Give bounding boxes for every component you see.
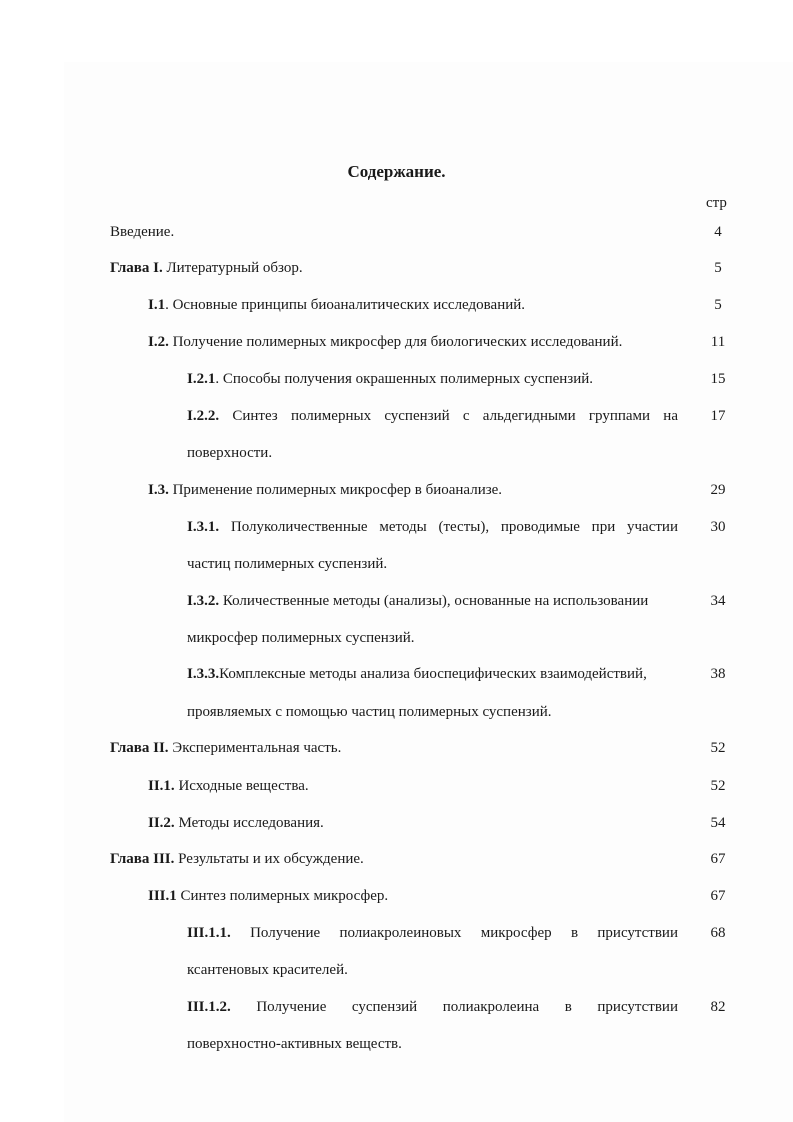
toc-entry-1-2 <box>148 332 622 352</box>
entry-number: Глава II. <box>110 740 169 756</box>
entry-text: Получение суспензий полиакролеина в присутствии <box>230 999 678 1015</box>
entry-page: 38 <box>710 666 726 682</box>
entry-text: . Способы получения окрашенных полимерных суспензий. <box>215 371 594 387</box>
toc-entry-1-3-1-continuation: частиц полимерных суспензий. <box>187 556 388 572</box>
toc-entry-chapter-3 <box>110 849 364 869</box>
toc-entry-3-1-2 <box>187 997 678 1017</box>
entry-number: I.3.2. <box>187 593 220 609</box>
entry-page: 67 <box>710 851 726 867</box>
entry-page: 54 <box>710 815 726 831</box>
toc-entry-1-3 <box>148 480 502 500</box>
toc-entry-1-3-2-continuation: микросфер полимерных суспензий. <box>187 630 415 646</box>
entry-number: II.2. <box>148 815 175 831</box>
entry-page: 5 <box>714 297 722 313</box>
entry-page: 34 <box>710 593 726 609</box>
entry-number: I.3. <box>148 482 169 498</box>
page-column-header: стр <box>706 195 727 211</box>
entry-number: I.2.2. <box>187 408 220 424</box>
entry-page: 67 <box>710 888 726 904</box>
entry-text: Применение полимерных микросфер в биоанализе. <box>168 482 503 498</box>
entry-text: Экспериментальная часть. <box>168 740 342 756</box>
entry-page: 5 <box>714 260 722 276</box>
entry-text: . Основные принципы биоаналитических исследований. <box>165 297 526 313</box>
entry-text: Результаты и их обсуждение. <box>174 851 364 867</box>
entry-page: 52 <box>710 778 726 794</box>
entry-text: Синтез полимерных суспензий с альдегидными группами на <box>219 408 678 424</box>
entry-number: III.1 <box>148 888 177 904</box>
toc-entry-1-2-1 <box>187 369 593 389</box>
entry-number: Глава III. <box>110 851 175 867</box>
entry-text: Литературный обзор. <box>162 260 303 276</box>
entry-text: Полуколичественные методы (тесты), проводимые при участии <box>219 519 678 535</box>
entry-number: III.1.1. <box>187 925 231 941</box>
toc-entry-3-1-2-continuation: поверхностно-активных веществ. <box>187 1036 402 1052</box>
entry-text: Методы исследования. <box>174 815 324 831</box>
entry-page: 15 <box>710 371 726 387</box>
toc-entry-2-2 <box>148 813 324 833</box>
entry-number: Глава I. <box>110 260 163 276</box>
toc-entry-3-1-1-continuation: ксантеновых красителей. <box>187 962 348 978</box>
entry-number: II.1. <box>148 778 175 794</box>
toc-entry-1-2-2-continuation: поверхности. <box>187 445 273 461</box>
entry-text: Получение полимерных микросфер для биологических исследований. <box>168 334 623 350</box>
toc-entry-3-1-1 <box>187 923 678 943</box>
toc-title: Содержание. <box>347 162 446 181</box>
toc-entry-1-3-2 <box>187 591 648 611</box>
entry-text: Синтез полимерных микросфер. <box>176 888 389 904</box>
toc-entry-1-1 <box>148 295 525 315</box>
entry-page: 30 <box>710 519 726 535</box>
entry-text: Количественные методы (анализы), основанные на использовании <box>219 593 649 609</box>
toc-entry-2-1 <box>148 776 309 796</box>
entry-page: 4 <box>714 224 722 240</box>
toc-entry-1-3-3 <box>187 664 647 684</box>
entry-page: 82 <box>710 999 726 1015</box>
entry-text: Получение полиакролеиновых микросфер в присутствии <box>230 925 678 941</box>
entry-text: Комплексные методы анализа биоспецифических взаимодействий, <box>219 666 647 682</box>
toc-entry-3-1 <box>148 886 388 906</box>
toc-entry-1-2-2 <box>187 406 678 426</box>
entry-number: I.2. <box>148 334 169 350</box>
entry-page: 52 <box>710 740 726 756</box>
toc-entry-1-3-3-continuation: проявляемых с помощью частиц полимерных суспензий. <box>187 704 552 720</box>
entry-number: III.1.2. <box>187 999 231 1015</box>
entry-text: Введение. <box>110 224 175 240</box>
entry-number: I.3.1. <box>187 519 220 535</box>
entry-page: 68 <box>710 925 726 941</box>
entry-text: Исходные вещества. <box>174 778 309 794</box>
entry-number: I.1 <box>148 297 166 313</box>
toc-entry-chapter-1 <box>110 258 303 278</box>
entry-number: I.2.1 <box>187 371 216 387</box>
entry-number: I.3.3. <box>187 666 220 682</box>
entry-page: 11 <box>710 334 726 350</box>
toc-entry-chapter-2 <box>110 738 341 758</box>
entry-page: 17 <box>710 408 726 424</box>
toc-entry-1-3-1 <box>187 517 678 537</box>
toc-entry-introduction <box>110 222 174 242</box>
entry-page: 29 <box>710 482 726 498</box>
